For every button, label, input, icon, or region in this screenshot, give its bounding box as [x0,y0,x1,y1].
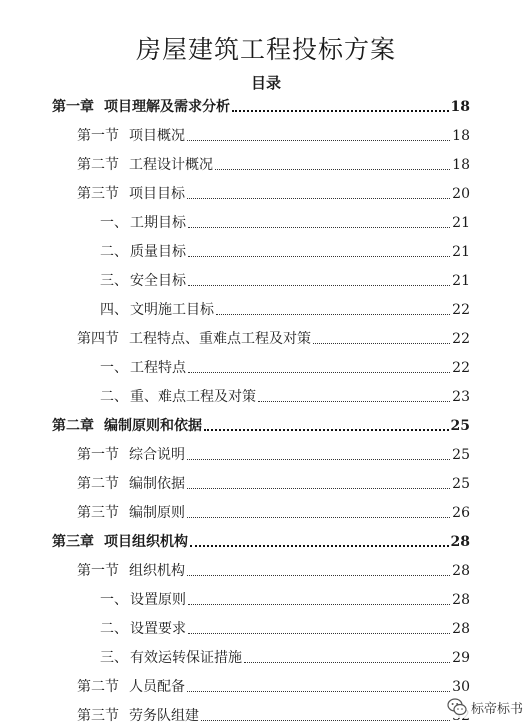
toc-entry[interactable] [77,329,470,349]
toc-entry[interactable] [77,677,470,697]
toc-leader-dots [188,633,450,634]
toc-leader-dots [216,314,450,315]
toc-entry[interactable] [100,213,470,233]
toc-leader-dots [232,110,449,112]
toc-entry-label: 综合说明 [129,447,185,463]
toc-entry-label: 工期目标 [130,215,186,231]
toc-entry-label: 项目目标 [129,186,185,202]
toc-page-number: 18 [450,99,470,115]
toc-entry[interactable] [77,184,470,204]
toc-leader-dots [201,720,450,721]
toc-entry-label: 工程特点、重难点工程及对策 [129,331,311,347]
toc-entry-label: 编制依据 [129,476,185,492]
toc-page-number: 25 [450,418,470,434]
toc-entry-label: 设置原则 [130,592,186,608]
toc-leader-dots [188,227,450,228]
toc-entry[interactable] [77,155,470,175]
toc-entry-label: 有效运转保证措施 [130,650,242,666]
toc-entry[interactable] [52,416,470,436]
toc-entry-label: 文明施工目标 [130,302,214,318]
toc-leader-dots [204,429,449,431]
toc-entry-number: 一、 [100,592,128,608]
toc-entry[interactable] [100,358,470,378]
toc-entry-number: 第一节 [77,563,119,579]
toc-page-number: 22 [452,331,470,347]
document-title: 房屋建筑工程投标方案 [135,35,396,64]
toc-entry-label: 重、难点工程及对策 [130,389,256,405]
toc-entry[interactable] [77,503,470,523]
toc-leader-dots [258,401,450,402]
wechat-icon [447,697,467,717]
toc-page-number: 18 [452,128,470,144]
toc-entry-label: 项目概况 [129,128,185,144]
toc-entry-number: 一、 [100,360,128,376]
toc-leader-dots [188,256,450,257]
toc-entry-number: 第三节 [77,505,119,521]
toc-entry-number: 第二节 [77,476,119,492]
toc-entry-number: 三、 [100,650,128,666]
toc-page-number: 28 [450,534,470,550]
toc-page-number: 18 [452,157,470,173]
toc-entry-label: 工程设计概况 [129,157,213,173]
toc-entry-number: 第二章 [52,418,94,434]
toc-entry[interactable] [100,387,470,407]
toc-leader-dots [187,140,450,141]
toc-entry[interactable] [52,97,470,117]
toc-leader-dots [215,169,450,170]
toc-entry-number: 二、 [100,389,128,405]
toc-entry[interactable] [77,561,470,581]
toc-entry[interactable] [100,619,470,639]
toc-entry-label: 编制原则 [129,505,185,521]
toc-entry-number: 第一节 [77,447,119,463]
toc-entry[interactable] [77,706,470,726]
toc-heading: 目录 [250,74,281,92]
toc-page-number: 20 [452,186,470,202]
toc-leader-dots [187,517,450,518]
toc-entry-number: 第二节 [77,157,119,173]
toc-entry-label: 人员配备 [129,679,185,695]
toc-page-number: 30 [452,679,470,695]
watermark-text: 标帝标书 [470,701,523,717]
toc-entry[interactable] [77,474,470,494]
toc-leader-dots [187,459,450,460]
toc-entry-number: 四、 [100,302,128,318]
toc-leader-dots [244,662,450,663]
toc-entry-label: 项目组织机构 [104,534,188,550]
toc-leader-dots [188,604,450,605]
toc-leader-dots [187,488,450,489]
toc-page-number: 21 [452,244,470,260]
toc-entry[interactable] [77,126,470,146]
toc-entry[interactable] [52,532,470,552]
toc-entry-label: 劳务队组建 [129,708,199,724]
toc-entry[interactable] [100,242,470,262]
toc-entry-number: 第二节 [77,679,119,695]
toc-entry[interactable] [77,445,470,465]
toc-entry-label: 工程特点 [130,360,186,376]
toc-page-number: 21 [452,273,470,289]
toc-entry-number: 三、 [100,273,128,289]
toc-page-number: 26 [452,505,470,521]
toc-page-number: 21 [452,215,470,231]
toc-entry-label: 安全目标 [130,273,186,289]
toc-entry-label: 项目理解及需求分析 [104,99,230,115]
toc-page-number: 25 [452,447,470,463]
toc-entry-label: 编制原则和依据 [104,418,202,434]
toc-entry-number: 一、 [100,215,128,231]
toc-entry[interactable] [100,590,470,610]
toc-page-number: 22 [452,302,470,318]
toc-entry-number: 第三节 [77,708,119,724]
toc-entry-number: 第三章 [52,534,94,550]
toc-entry-number: 二、 [100,621,128,637]
toc-page-number: 23 [452,389,470,405]
toc-page-number: 22 [452,360,470,376]
toc-entry-label: 质量目标 [130,244,186,260]
toc-page-number: 28 [452,563,470,579]
toc-entry-number: 第一章 [52,99,94,115]
toc-entry-number: 第四节 [77,331,119,347]
watermark [444,696,526,718]
toc-leader-dots [188,372,450,373]
toc-page-number: 25 [452,476,470,492]
toc-page-number: 29 [452,650,470,666]
toc-entry-number: 第一节 [77,128,119,144]
toc-page-number: 28 [452,592,470,608]
toc-entry-number: 第三节 [77,186,119,202]
toc-entry[interactable] [100,648,470,668]
toc-leader-dots [313,343,450,344]
toc-leader-dots [188,285,450,286]
toc-leader-dots [190,545,449,547]
toc-entry-number: 二、 [100,244,128,260]
toc-leader-dots [187,198,450,199]
toc-entry-label: 设置要求 [130,621,186,637]
toc-leader-dots [187,575,450,576]
toc-entry[interactable] [100,271,470,291]
toc-leader-dots [187,691,450,692]
toc-entry-label: 组织机构 [129,563,185,579]
toc-entry[interactable] [100,300,470,320]
toc-page-number: 28 [452,621,470,637]
